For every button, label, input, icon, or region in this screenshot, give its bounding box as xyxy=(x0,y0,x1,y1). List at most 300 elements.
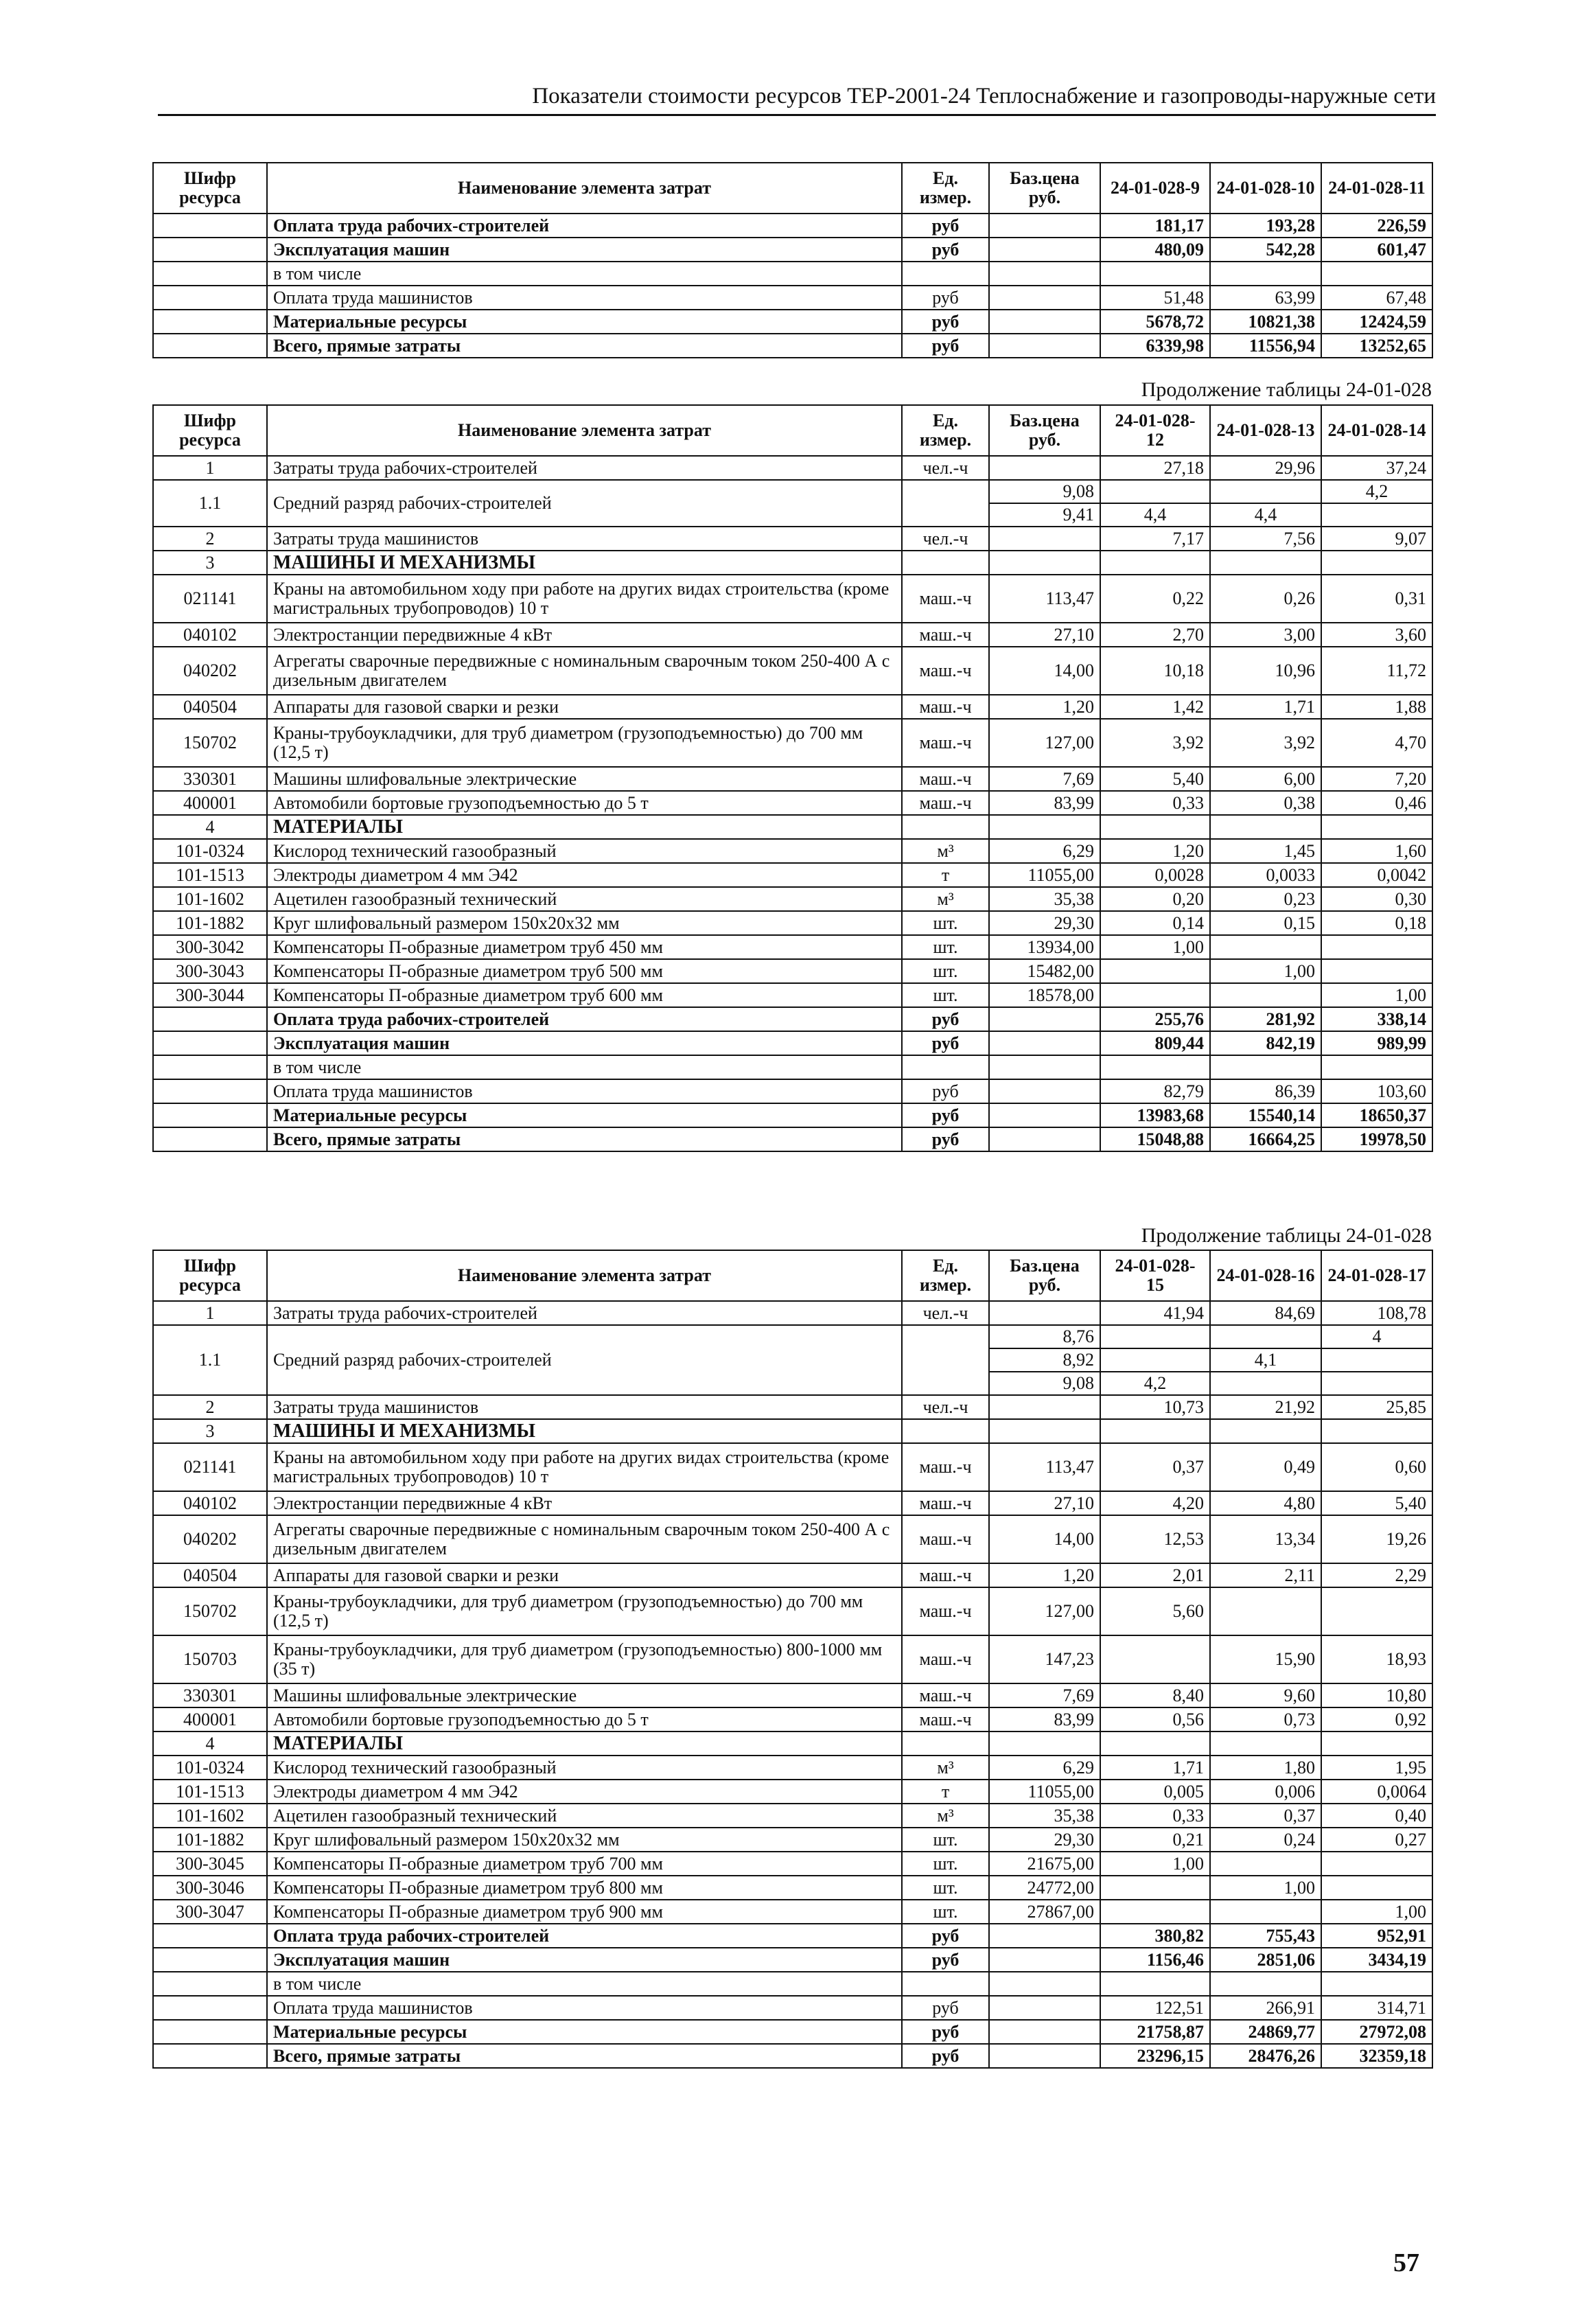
resource-code: 1 xyxy=(153,1301,267,1325)
estimate-value: 67,48 xyxy=(1321,286,1432,310)
base-price: 24772,00 xyxy=(989,1876,1100,1900)
cost-element-name: в том числе xyxy=(267,1055,902,1079)
base-price xyxy=(989,1031,1100,1055)
resource-code xyxy=(153,1996,267,2020)
table-row xyxy=(153,1948,1432,1972)
cost-element-name: МАТЕРИАЛЫ xyxy=(267,1732,902,1756)
table-row xyxy=(153,1395,1432,1419)
base-price xyxy=(989,2044,1100,2068)
estimate-value: 281,92 xyxy=(1210,1007,1321,1031)
resource-code: 300-3046 xyxy=(153,1876,267,1900)
table-row xyxy=(153,334,1432,358)
unit-of-measure: руб xyxy=(902,1079,989,1103)
estimate-value: 0,27 xyxy=(1321,1828,1432,1852)
estimate-value: 24869,77 xyxy=(1210,2020,1321,2044)
table-body-b xyxy=(153,1395,1432,2068)
cost-element-name: Компенсаторы П-образные диаметром труб 800 мм xyxy=(267,1876,902,1900)
estimate-value: 1,60 xyxy=(1321,839,1432,863)
estimate-value xyxy=(1100,1900,1210,1924)
cost-element-name: Электроды диаметром 4 мм Э42 xyxy=(267,863,902,887)
estimate-value: 19978,50 xyxy=(1321,1127,1432,1151)
base-price xyxy=(989,1996,1100,2020)
base-price xyxy=(989,1948,1100,1972)
table-row xyxy=(153,911,1432,935)
resource-code xyxy=(153,334,267,358)
unit-of-measure: руб xyxy=(902,214,989,238)
resource-code: 2 xyxy=(153,1395,267,1419)
resource-code: 4 xyxy=(153,1732,267,1756)
table-row xyxy=(153,1103,1432,1127)
resource-code xyxy=(153,2044,267,2068)
estimate-value: 2,70 xyxy=(1100,623,1210,647)
unit-of-measure: маш.-ч xyxy=(902,1563,989,1587)
estimate-value: 82,79 xyxy=(1100,1079,1210,1103)
resource-code: 4 xyxy=(153,815,267,839)
resource-code: 330301 xyxy=(153,767,267,791)
resource-code xyxy=(153,262,267,286)
estimate-value: 0,49 xyxy=(1210,1443,1321,1491)
base-price xyxy=(989,1972,1100,1996)
estimate-value: 103,60 xyxy=(1321,1079,1432,1103)
unit-of-measure: шт. xyxy=(902,1852,989,1876)
estimate-value: 23296,15 xyxy=(1100,2044,1210,2068)
base-price xyxy=(989,2020,1100,2044)
base-price: 21675,00 xyxy=(989,1852,1100,1876)
estimate-value: 2,29 xyxy=(1321,1563,1432,1587)
unit-of-measure: шт. xyxy=(902,1828,989,1852)
base-price: 127,00 xyxy=(989,719,1100,767)
table-row xyxy=(153,1031,1432,1055)
cost-element-name: Агрегаты сварочные передвижные с номинальным сварочным током 250-400 А с дизельным двигателем xyxy=(267,647,902,695)
cost-element-name: Автомобили бортовые грузоподъемностью до 5 т xyxy=(267,791,902,815)
estimate-value: 8,40 xyxy=(1100,1683,1210,1707)
estimate-value xyxy=(1100,1635,1210,1683)
col-header-name: Наименование элемента затрат xyxy=(267,163,902,214)
estimate-value: 37,24 xyxy=(1321,456,1432,480)
unit-of-measure: руб xyxy=(902,2044,989,2068)
table-row xyxy=(153,1707,1432,1732)
estimate-value xyxy=(1210,1852,1321,1876)
table-body-rank xyxy=(153,480,1432,527)
estimate-value xyxy=(1210,1972,1321,1996)
unit-of-measure: м³ xyxy=(902,887,989,911)
base-price xyxy=(989,238,1100,262)
estimate-value: 809,44 xyxy=(1100,1031,1210,1055)
table-row xyxy=(153,959,1432,983)
cost-element-name: МАШИНЫ И МЕХАНИЗМЫ xyxy=(267,551,902,575)
table-row xyxy=(153,1780,1432,1804)
estimate-value: 0,33 xyxy=(1100,1804,1210,1828)
cost-element-name: Краны на автомобильном ходу при работе на других видах строительства (кроме магистральных трубопроводов) 10 т xyxy=(267,1443,902,1491)
base-price: 147,23 xyxy=(989,1635,1100,1683)
col-header-base-price: Баз.цена руб. xyxy=(989,1250,1100,1301)
estimate-value xyxy=(1321,959,1432,983)
table-row xyxy=(153,623,1432,647)
cost-element-name: Всего, прямые затраты xyxy=(267,2044,902,2068)
base-price: 1,20 xyxy=(989,1563,1100,1587)
base-price: 6,29 xyxy=(989,1756,1100,1780)
rank-value xyxy=(1321,1348,1432,1372)
estimate-value: 181,17 xyxy=(1100,214,1210,238)
estimate-value xyxy=(1210,815,1321,839)
cost-element-name: Компенсаторы П-образные диаметром труб 700 мм xyxy=(267,1852,902,1876)
estimate-value xyxy=(1100,959,1210,983)
table-row xyxy=(153,791,1432,815)
estimate-value: 86,39 xyxy=(1210,1079,1321,1103)
estimate-value: 1,00 xyxy=(1100,935,1210,959)
resource-code: 3 xyxy=(153,551,267,575)
resource-code xyxy=(153,286,267,310)
resource-code: 040202 xyxy=(153,647,267,695)
estimate-value: 755,43 xyxy=(1210,1924,1321,1948)
resource-code xyxy=(153,310,267,334)
resource-code: 040504 xyxy=(153,1563,267,1587)
estimate-value xyxy=(1321,1587,1432,1635)
estimate-value: 18650,37 xyxy=(1321,1103,1432,1127)
cost-element-name: Краны на автомобильном ходу при работе на других видах строительства (кроме магистральных трубопроводов) 10 т xyxy=(267,575,902,623)
estimate-value: 226,59 xyxy=(1321,214,1432,238)
base-price: 83,99 xyxy=(989,791,1100,815)
estimate-value: 41,94 xyxy=(1100,1301,1210,1325)
estimate-value: 1,00 xyxy=(1210,959,1321,983)
resource-code xyxy=(153,1007,267,1031)
col-header-estimate: 24-01-028-13 xyxy=(1210,405,1321,456)
estimate-value: 4,80 xyxy=(1210,1491,1321,1515)
estimate-value: 1156,46 xyxy=(1100,1948,1210,1972)
estimate-value: 18,93 xyxy=(1321,1635,1432,1683)
col-header-unit: Ед. измер. xyxy=(902,405,989,456)
unit-of-measure: маш.-ч xyxy=(902,791,989,815)
cost-element-name: Оплата труда машинистов xyxy=(267,286,902,310)
estimate-value: 10,73 xyxy=(1100,1395,1210,1419)
table-row xyxy=(153,887,1432,911)
estimate-value: 0,24 xyxy=(1210,1828,1321,1852)
resource-code: 150703 xyxy=(153,1635,267,1683)
estimate-value: 2,01 xyxy=(1100,1563,1210,1587)
unit-of-measure: руб xyxy=(902,1924,989,1948)
unit-of-measure: маш.-ч xyxy=(902,575,989,623)
estimate-value: 255,76 xyxy=(1100,1007,1210,1031)
resource-code: 300-3045 xyxy=(153,1852,267,1876)
resource-code xyxy=(153,238,267,262)
base-price: 8,92 xyxy=(989,1348,1100,1372)
estimate-value xyxy=(1321,1876,1432,1900)
estimate-value: 0,0033 xyxy=(1210,863,1321,887)
unit-of-measure: маш.-ч xyxy=(902,1635,989,1683)
section-row xyxy=(153,1732,1432,1756)
cost-element-name: МАТЕРИАЛЫ xyxy=(267,815,902,839)
table-row xyxy=(153,983,1432,1007)
cost-element-name: Средний разряд рабочих-строителей xyxy=(267,1325,902,1395)
cost-element-name: Автомобили бортовые грузоподъемностью до 5 т xyxy=(267,1707,902,1732)
table-row xyxy=(153,1756,1432,1780)
estimate-value: 21758,87 xyxy=(1100,2020,1210,2044)
resource-code xyxy=(153,1127,267,1151)
estimate-value: 1,45 xyxy=(1210,839,1321,863)
cost-element-name: Материальные ресурсы xyxy=(267,1103,902,1127)
estimate-value: 32359,18 xyxy=(1321,2044,1432,2068)
table-row xyxy=(153,1055,1432,1079)
cost-element-name: Электростанции передвижные 4 кВт xyxy=(267,623,902,647)
cost-table-1 xyxy=(152,162,1433,358)
cost-element-name: Аппараты для газовой сварки и резки xyxy=(267,695,902,719)
table-body-b xyxy=(153,527,1432,1151)
col-header-estimate: 24-01-028-15 xyxy=(1100,1250,1210,1301)
estimate-value: 10,96 xyxy=(1210,647,1321,695)
table-row xyxy=(153,1587,1432,1635)
cost-element-name: Оплата труда рабочих-строителей xyxy=(267,1924,902,1948)
rank-row xyxy=(153,1325,1432,1348)
base-price: 113,47 xyxy=(989,575,1100,623)
base-price xyxy=(989,551,1100,575)
estimate-value: 7,56 xyxy=(1210,527,1321,551)
estimate-value xyxy=(1321,1972,1432,1996)
unit-of-measure: руб xyxy=(902,1103,989,1127)
cost-element-name: Аппараты для газовой сварки и резки xyxy=(267,1563,902,1587)
estimate-value: 952,91 xyxy=(1321,1924,1432,1948)
cost-element-name: Краны-трубоукладчики, для труб диаметром (грузоподъемностью) до 700 мм (12,5 т) xyxy=(267,1587,902,1635)
table-row xyxy=(153,695,1432,719)
resource-code xyxy=(153,1924,267,1948)
resource-code: 150702 xyxy=(153,1587,267,1635)
table-row xyxy=(153,935,1432,959)
cost-element-name: Краны-трубоукладчики, для труб диаметром (грузоподъемностью) 800-1000 мм (35 т) xyxy=(267,1635,902,1683)
resource-code xyxy=(153,1948,267,1972)
resource-code: 300-3043 xyxy=(153,959,267,983)
table-row xyxy=(153,1301,1432,1325)
estimate-value xyxy=(1210,1900,1321,1924)
cost-element-name: Всего, прямые затраты xyxy=(267,334,902,358)
resource-code xyxy=(153,1079,267,1103)
base-price xyxy=(989,286,1100,310)
estimate-value: 0,21 xyxy=(1100,1828,1210,1852)
cost-element-name: Эксплуатация машин xyxy=(267,1948,902,1972)
resource-code xyxy=(153,1972,267,1996)
estimate-value: 6339,98 xyxy=(1100,334,1210,358)
estimate-value: 5678,72 xyxy=(1100,310,1210,334)
unit-of-measure: т xyxy=(902,1780,989,1804)
estimate-value: 19,26 xyxy=(1321,1515,1432,1563)
unit-of-measure: маш.-ч xyxy=(902,1707,989,1732)
unit-of-measure: чел.-ч xyxy=(902,456,989,480)
unit-of-measure xyxy=(902,551,989,575)
base-price xyxy=(989,1079,1100,1103)
resource-code: 300-3047 xyxy=(153,1900,267,1924)
col-header-code: Шифр ресурса xyxy=(153,405,267,456)
unit-of-measure: руб xyxy=(902,1948,989,1972)
estimate-value: 0,0042 xyxy=(1321,863,1432,887)
resource-code: 300-3044 xyxy=(153,983,267,1007)
unit-of-measure: чел.-ч xyxy=(902,527,989,551)
base-price: 127,00 xyxy=(989,1587,1100,1635)
cost-element-name: Компенсаторы П-образные диаметром труб 450 мм xyxy=(267,935,902,959)
base-price xyxy=(989,1055,1100,1079)
estimate-value: 13983,68 xyxy=(1100,1103,1210,1127)
estimate-value: 0,46 xyxy=(1321,791,1432,815)
rank-value xyxy=(1210,1325,1321,1348)
cost-element-name: Оплата труда машинистов xyxy=(267,1079,902,1103)
estimate-value: 27972,08 xyxy=(1321,2020,1432,2044)
estimate-value: 15540,14 xyxy=(1210,1103,1321,1127)
unit-of-measure: маш.-ч xyxy=(902,1515,989,1563)
page-number: 57 xyxy=(1393,2248,1419,2277)
unit-of-measure: маш.-ч xyxy=(902,1683,989,1707)
estimate-value: 1,71 xyxy=(1100,1756,1210,1780)
resource-code: 3 xyxy=(153,1419,267,1443)
base-price xyxy=(989,334,1100,358)
base-price: 11055,00 xyxy=(989,1780,1100,1804)
rank-value xyxy=(1321,1372,1432,1395)
estimate-value: 0,23 xyxy=(1210,887,1321,911)
base-price xyxy=(989,1103,1100,1127)
estimate-value: 15,90 xyxy=(1210,1635,1321,1683)
estimate-value: 989,99 xyxy=(1321,1031,1432,1055)
unit-of-measure: руб xyxy=(902,310,989,334)
cost-element-name: Затраты труда рабочих-строителей xyxy=(267,456,902,480)
estimate-value: 84,69 xyxy=(1210,1301,1321,1325)
estimate-value: 0,60 xyxy=(1321,1443,1432,1491)
cost-element-name: Оплата труда машинистов xyxy=(267,1996,902,2020)
unit-of-measure xyxy=(902,1325,989,1395)
estimate-value: 7,20 xyxy=(1321,767,1432,791)
estimate-value xyxy=(1210,1419,1321,1443)
estimate-value: 63,99 xyxy=(1210,286,1321,310)
table-row xyxy=(153,1996,1432,2020)
estimate-value: 11,72 xyxy=(1321,647,1432,695)
cost-element-name: Эксплуатация машин xyxy=(267,1031,902,1055)
resource-code: 1.1 xyxy=(153,480,267,527)
unit-of-measure: шт. xyxy=(902,911,989,935)
col-header-base-price: Баз.цена руб. xyxy=(989,405,1100,456)
rank-value xyxy=(1100,1348,1210,1372)
cost-element-name: в том числе xyxy=(267,1972,902,1996)
resource-code: 101-1882 xyxy=(153,1828,267,1852)
cost-element-name: Агрегаты сварочные передвижные с номинальным сварочным током 250-400 А с дизельным двигателем xyxy=(267,1515,902,1563)
resource-code: 040202 xyxy=(153,1515,267,1563)
base-price: 9,41 xyxy=(989,503,1100,527)
table-row xyxy=(153,238,1432,262)
estimate-value xyxy=(1321,815,1432,839)
base-price: 13934,00 xyxy=(989,935,1100,959)
unit-of-measure: т xyxy=(902,863,989,887)
table-row xyxy=(153,1683,1432,1707)
cost-element-name: Машины шлифовальные электрические xyxy=(267,767,902,791)
cost-element-name: Круг шлифовальный размером 150х20х32 мм xyxy=(267,1828,902,1852)
base-price: 9,08 xyxy=(989,1372,1100,1395)
estimate-value: 0,92 xyxy=(1321,1707,1432,1732)
rank-value xyxy=(1100,1325,1210,1348)
table-row xyxy=(153,1828,1432,1852)
cost-element-name: Затраты труда машинистов xyxy=(267,527,902,551)
table-row xyxy=(153,767,1432,791)
cost-element-name: Компенсаторы П-образные диаметром труб 600 мм xyxy=(267,983,902,1007)
base-price: 18578,00 xyxy=(989,983,1100,1007)
cost-element-name: Кислород технический газообразный xyxy=(267,839,902,863)
resource-code: 101-1602 xyxy=(153,887,267,911)
unit-of-measure: м³ xyxy=(902,839,989,863)
estimate-value: 27,18 xyxy=(1100,456,1210,480)
resource-code: 040102 xyxy=(153,1491,267,1515)
base-price xyxy=(989,214,1100,238)
section-row xyxy=(153,551,1432,575)
estimate-value: 13,34 xyxy=(1210,1515,1321,1563)
table-row xyxy=(153,863,1432,887)
unit-of-measure xyxy=(902,1055,989,1079)
estimate-value: 1,00 xyxy=(1321,983,1432,1007)
estimate-value: 0,31 xyxy=(1321,575,1432,623)
resource-code: 040504 xyxy=(153,695,267,719)
unit-of-measure: маш.-ч xyxy=(902,1443,989,1491)
base-price: 83,99 xyxy=(989,1707,1100,1732)
unit-of-measure: руб xyxy=(902,1031,989,1055)
cost-element-name: Ацетилен газообразный технический xyxy=(267,887,902,911)
unit-of-measure: маш.-ч xyxy=(902,647,989,695)
rank-value: 4,2 xyxy=(1321,480,1432,503)
base-price: 29,30 xyxy=(989,1828,1100,1852)
estimate-value: 6,00 xyxy=(1210,767,1321,791)
table-row xyxy=(153,647,1432,695)
estimate-value xyxy=(1210,551,1321,575)
estimate-value: 13252,65 xyxy=(1321,334,1432,358)
col-header-name: Наименование элемента затрат xyxy=(267,405,902,456)
table-row xyxy=(153,1007,1432,1031)
table-row xyxy=(153,1443,1432,1491)
base-price: 29,30 xyxy=(989,911,1100,935)
table-row xyxy=(153,1924,1432,1948)
estimate-value: 0,40 xyxy=(1321,1804,1432,1828)
cost-element-name: Материальные ресурсы xyxy=(267,2020,902,2044)
continuation-caption: Продолжение таблицы 24-01-028 xyxy=(1141,1224,1432,1247)
unit-of-measure xyxy=(902,1972,989,1996)
col-header-estimate: 24-01-028-10 xyxy=(1210,163,1321,214)
estimate-value: 21,92 xyxy=(1210,1395,1321,1419)
table-row xyxy=(153,1127,1432,1151)
unit-of-measure: м³ xyxy=(902,1804,989,1828)
base-price xyxy=(989,527,1100,551)
estimate-value: 4,70 xyxy=(1321,719,1432,767)
rank-value: 4 xyxy=(1321,1325,1432,1348)
estimate-value: 2851,06 xyxy=(1210,1948,1321,1972)
base-price: 14,00 xyxy=(989,1515,1100,1563)
table-row xyxy=(153,2044,1432,2068)
estimate-value: 0,37 xyxy=(1210,1804,1321,1828)
estimate-value: 0,22 xyxy=(1100,575,1210,623)
estimate-value: 0,15 xyxy=(1210,911,1321,935)
estimate-value: 10821,38 xyxy=(1210,310,1321,334)
estimate-value: 380,82 xyxy=(1100,1924,1210,1948)
unit-of-measure: маш.-ч xyxy=(902,719,989,767)
resource-code xyxy=(153,214,267,238)
estimate-value: 29,96 xyxy=(1210,456,1321,480)
unit-of-measure xyxy=(902,1732,989,1756)
cost-element-name: Материальные ресурсы xyxy=(267,310,902,334)
resource-code: 101-0324 xyxy=(153,839,267,863)
rank-value: 4,4 xyxy=(1100,503,1210,527)
estimate-value: 0,0028 xyxy=(1100,863,1210,887)
estimate-value: 7,17 xyxy=(1100,527,1210,551)
estimate-value: 0,26 xyxy=(1210,575,1321,623)
estimate-value: 0,0064 xyxy=(1321,1780,1432,1804)
estimate-value: 0,56 xyxy=(1100,1707,1210,1732)
unit-of-measure: руб xyxy=(902,1007,989,1031)
estimate-value xyxy=(1321,1419,1432,1443)
resource-code: 400001 xyxy=(153,1707,267,1732)
estimate-value: 0,20 xyxy=(1100,887,1210,911)
estimate-value: 193,28 xyxy=(1210,214,1321,238)
resource-code: 400001 xyxy=(153,791,267,815)
base-price: 7,69 xyxy=(989,1683,1100,1707)
estimate-value xyxy=(1100,1055,1210,1079)
